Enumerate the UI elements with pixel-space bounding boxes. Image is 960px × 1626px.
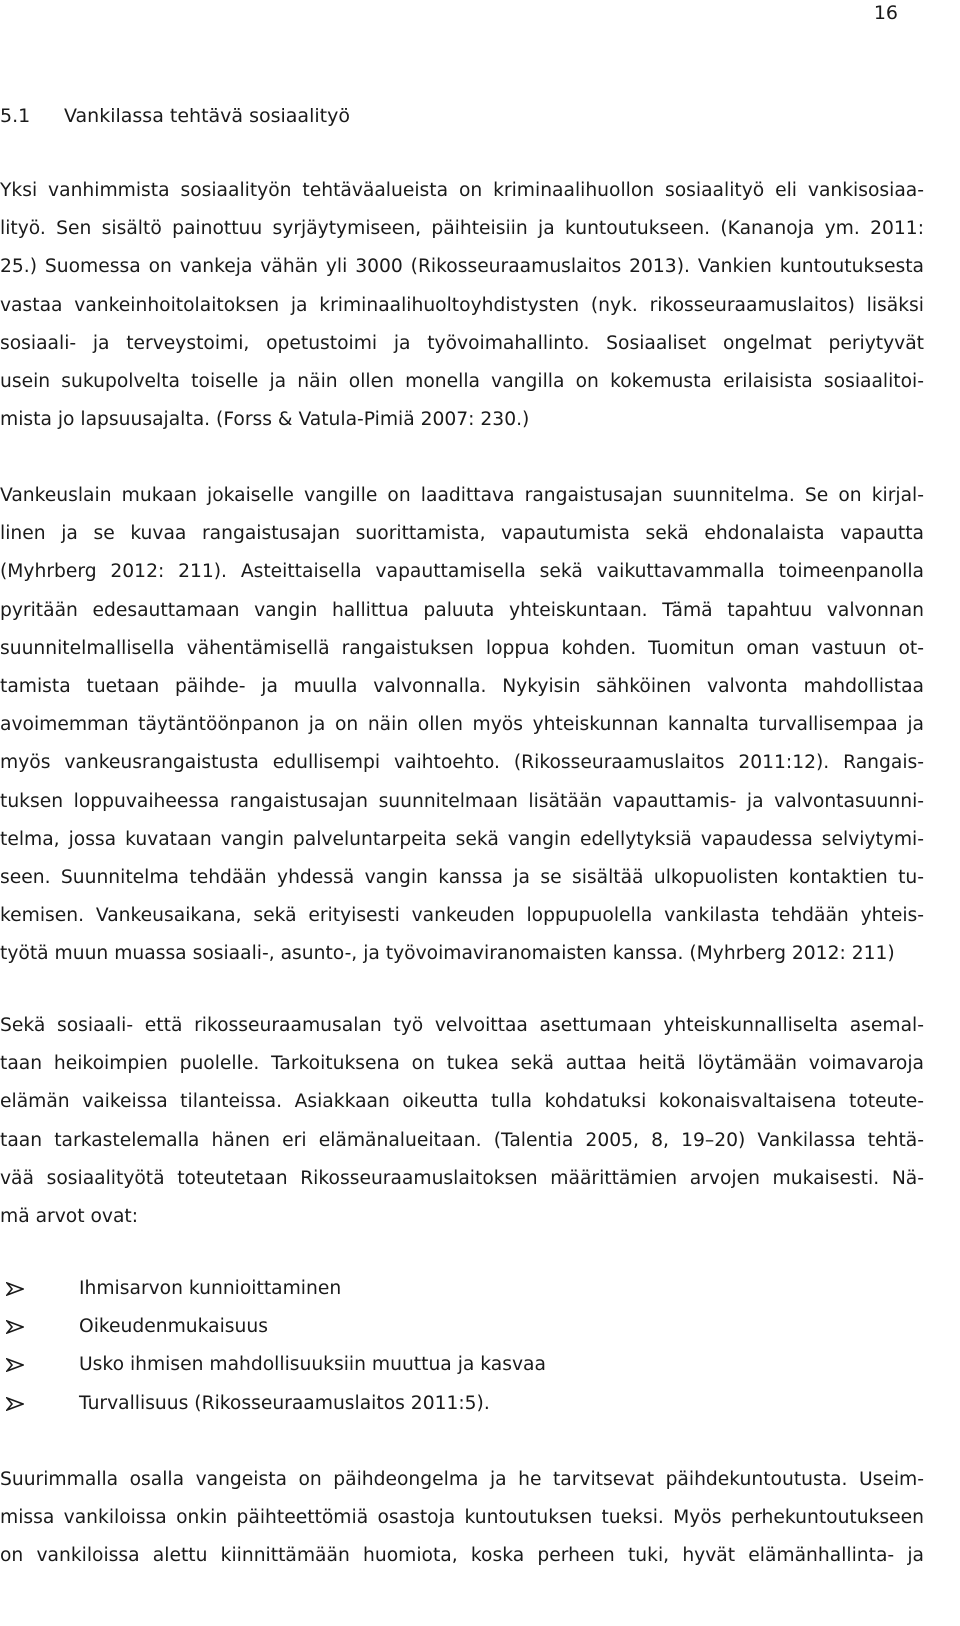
list-item [0,1385,546,1423]
text-line: (Myhrberg 2012: 211). Asteittaisella vapauttamisella sekä vaikuttavammalla toimeenpanolla [0,561,924,583]
paragraph-2 [0,477,924,973]
text-line: telma, jossa kuvataan vangin palveluntarpeita sekä vangin edellytyksiä vapaudessa selviytymi- [0,828,924,850]
text-line: taan heikoimpien puolelle. Tarkoituksena on tukea sekä auttaa heitä löytämään voimavaroja [0,1053,924,1075]
text-line: usein sukupolvelta toiselle ja näin ollen monella vangilla on kokemusta erilaisista sosiaalitoi- [0,370,924,392]
text-line: avoimemman täytäntöönpanon ja on näin ollen myös yhteiskunnan kannalta turvallisempaa ja [0,714,924,736]
text-line: missa vankiloissa onkin päihteettömiä osastoja kuntoutuksen tueksi. Myös perhekuntoutukseen [0,1507,924,1529]
text-line: on vankiloissa alettu kiinnittämään huomiota, koska perheen tuki, hyvät elämänhallinta- ja [0,1545,924,1567]
list-item-text: Ihmisarvon kunnioittaminen [79,1278,342,1299]
section-title: Vankilassa tehtävä sosiaalityö [64,105,350,127]
text-line: Suurimmalla osalla vangeista on päihdeongelma ja he tarvitsevat päihdekuntoutusta. Useim- [0,1469,924,1490]
text-line: tamista tuetaan päihde- ja muulla valvonnalla. Nykyisin sähköinen valvonta mahdollistaa [0,675,924,697]
text-line: tuksen loppuvaiheessa rangaistusajan suunnitelmaan lisätään vapauttamis- ja valvontasuunni- [0,790,924,812]
text-line: seen. Suunnitelma tehdään yhdessä vangin kanssa ja se sisältää ulkopuolisten kontaktien tu- [0,866,924,888]
text-line: sosiaali- ja terveystoimi, opetustoimi ja työvoimahallinto. Sosiaaliset ongelmat periytyvät [0,332,924,354]
list-item [0,1270,546,1308]
list-item-text: Oikeudenmukaisuus [79,1316,268,1338]
paragraph-4 [0,1461,924,1576]
text-line: linen ja se kuvaa rangaistusajan suorittamista, vapautumista sekä ehdonalaista vapautta [0,523,924,545]
text-line: mista jo lapsuusajalta. (Forss & Vatula-Pimiä 2007: 230.) [0,409,530,431]
list-item-text: Turvallisuus (Rikosseuraamuslaitos 2011:5). [79,1392,490,1414]
text-line: lityö. Sen sisältö painottuu syrjäytymiseen, päihteisiin ja kuntoutukseen. (Kananoja ym. 2011: [0,218,924,240]
text-line: suunnitelmallisella vähentämisellä rangaistuksen loppua kohden. Tuomitun oman vastuun ot- [0,637,924,659]
paragraph-1 [0,172,924,439]
list-item-text: Usko ihmisen mahdollisuuksiin muuttua ja kasvaa [79,1354,546,1376]
text-line: työtä muun muassa sosiaali-, asunto-, ja työvoimaviranomaisten kanssa. (Myhrberg 2012: 211) [0,943,895,965]
arrowhead-bullet-icon [6,1282,24,1296]
text-line: kemisen. Vankeusaikana, sekä erityisesti vankeuden loppupuolella vankilasta tehdään yhteis- [0,905,924,927]
text-line: Sekä sosiaali- että rikosseuraamusalan työ velvoittaa asettumaan yhteiskunnalliselta asemal- [0,1015,924,1036]
text-line: Vankeuslain mukaan jokaiselle vangille on laadittava rangaistusajan suunnitelma. Se on kirjal- [0,485,924,506]
values-list [0,1270,546,1423]
text-line: vää sosiaalityötä toteutetaan Rikosseuraamuslaitoksen määrittämien arvojen mukaisesti. Nä- [0,1167,924,1189]
section-number: 5.1 [0,105,31,127]
section-heading [0,105,350,127]
text-line: myös vankeusrangaistusta edullisempi vaihtoehto. (Rikosseuraamuslaitos 2011:12). Rangais- [0,752,924,774]
text-line: vastaa vankeinhoitolaitoksen ja kriminaalihuoltoyhdistysten (nyk. rikosseuraamuslaitos) lisäksi [0,294,924,316]
text-line: elämän vaikeissa tilanteissa. Asiakkaan oikeutta tulla kohdatuksi kokonaisvaltaisena toteute- [0,1091,924,1113]
paragraph-3 [0,1007,924,1236]
list-item [0,1308,546,1346]
text-line: mä arvot ovat: [0,1205,139,1227]
text-line: 25.) Suomessa on vankeja vähän yli 3000 (Rikosseuraamuslaitos 2013). Vankien kuntoutuksesta [0,256,924,278]
arrowhead-bullet-icon [6,1358,24,1372]
arrowhead-bullet-icon [6,1320,24,1334]
list-item [0,1346,546,1384]
text-line: Yksi vanhimmista sosiaalityön tehtäväalueista on kriminaalihuollon sosiaalityö eli vankisosiaa- [0,180,924,201]
text-line: pyritään edesauttamaan vangin hallittua paluuta yhteiskuntaan. Tämä tapahtuu valvonnan [0,599,924,621]
page-number: 16 [873,2,898,24]
text-line: taan tarkastelemalla hänen eri elämänalueitaan. (Talentia 2005, 8, 19–20) Vankilassa tehtä- [0,1129,924,1151]
arrowhead-bullet-icon [6,1397,24,1411]
